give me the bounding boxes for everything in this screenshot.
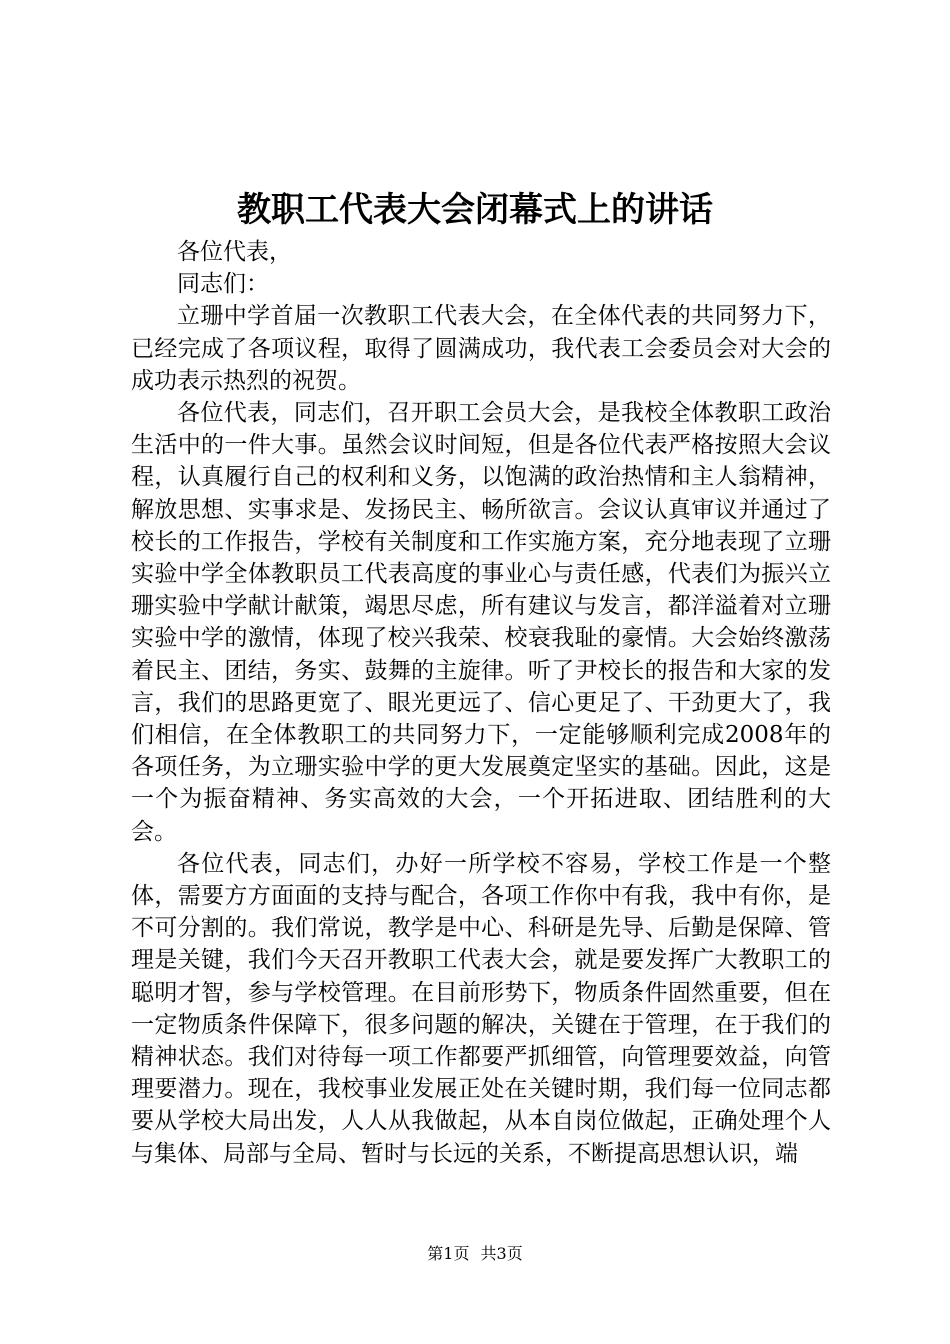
greeting-line: 各位代表，: [177, 239, 292, 265]
page-total: 共3页: [480, 1244, 523, 1263]
page-number: 第1页: [427, 1244, 470, 1263]
page-footer: [0, 1241, 950, 1264]
document-body: [131, 236, 831, 1170]
body-paragraph: 各位代表，同志们，办好一所学校不容易，学校工作是一个整体，需要方方面面的支持与配合，各项工作你中有我，我中有你，是不可分割的。我们常说，教学是中心、科研是先导、后勤是保障、管理是关键，我们今天召开教职工代表大会，就是要发挥广大教职工的聪明才智，参与学校管理。在目前形势下，物质条件固然重要，但在一定物质条件保障下，很多问题的解决，关键在于管理，在于我们的精神状态。我们对待每一项工作都要严抓细管，向管理要效益，向管理要潜力。现在，我校事业发展正处在关键时期，我们每一位同志都要从学校大局出发，人人从我做起，从本自岗位做起，正确处理个人与集体、局部与全局、暂时与长远的关系，不断提高思想认识，端: [131, 850, 831, 1167]
greeting-line: 同志们：: [177, 271, 269, 298]
body-paragraph: 各位代表，同志们，召开职工会员大会，是我校全体教职工政治生活中的一件大事。虽然会议时间短，但是各位代表严格按照大会议程，认真履行自己的权利和义务，以饱满的政治热情和主人翁精神，解放思想、实事求是、发扬民主、畅所欲言。会议认真审议并通过了校长的工作报告，学校有关制度和工作实施方案，充分地表现了立珊实验中学全体教职员工代表高度的事业心与责任感，代表们为振兴立珊实验中学献计献策，竭思尽虑，所有建议与发言，都洋溢着对立珊实验中学的激情，体现了校兴我荣、校衰我耻的豪情。大会始终激荡着民主、团结，务实、鼓舞的主旋律。听了尹校长的报告和大家的发言，我们的思路更宽了、眼光更远了、信心更足了、干劲更大了，我们相信，在全体教职工的共同努力下，一定能够顺利完成2008年的各项任务，为立珊实验中学的更大发展奠定坚实的基础。因此，这是一个为振奋精神、务实高效的大会，一个开拓进取、团结胜利的大会。: [131, 400, 831, 845]
document-title: 教职工代表大会闭幕式上的讲话: [237, 190, 713, 230]
body-paragraph: 立珊中学首届一次教职工代表大会，在全体代表的共同努力下，已经完成了各项议程，取得了圆满成功，我代表工会委员会对大会的成功表示热烈的祝贺。: [131, 303, 831, 394]
